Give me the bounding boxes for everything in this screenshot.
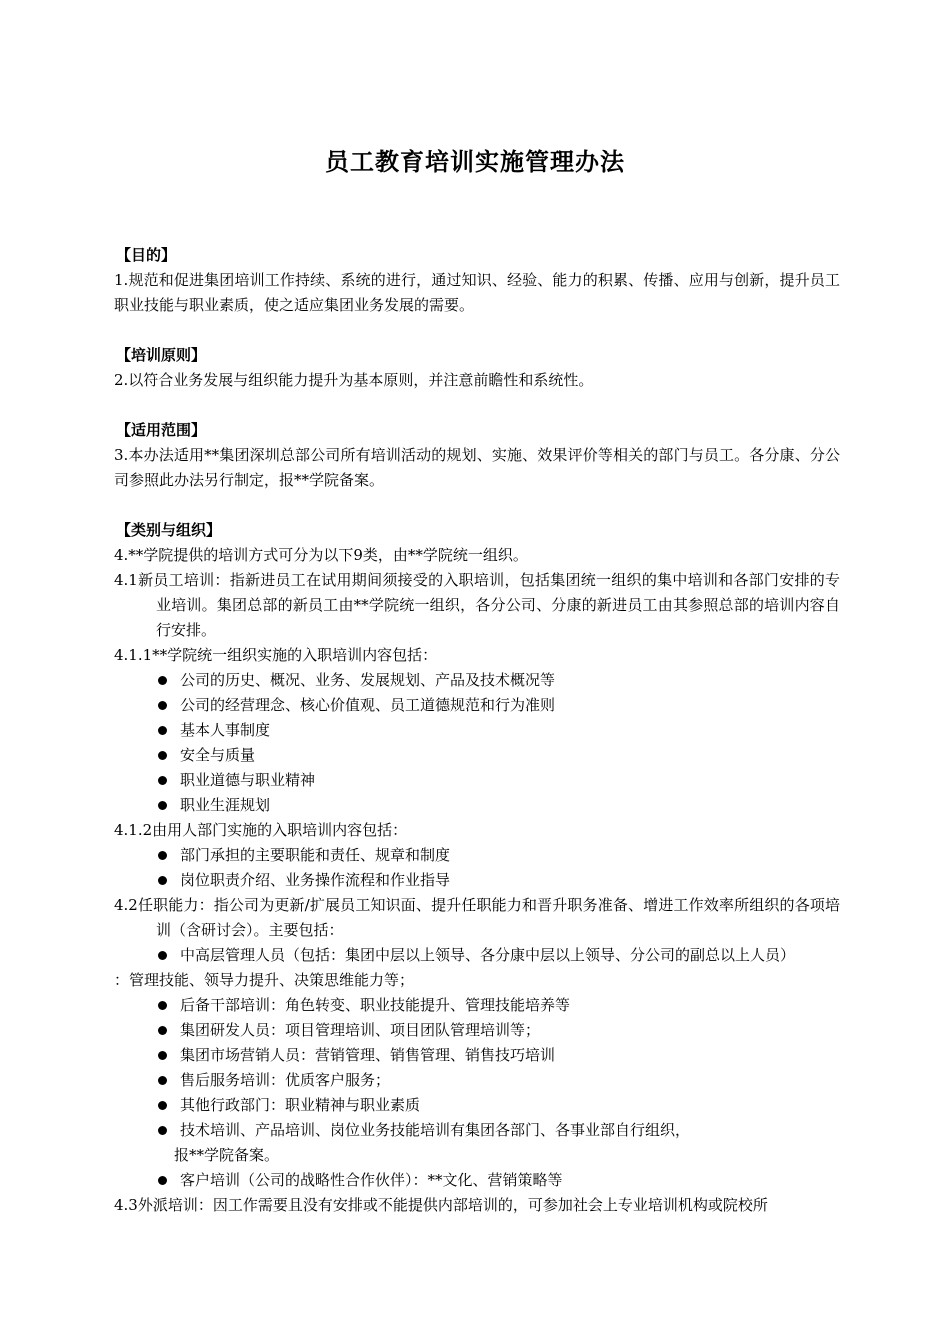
list-item: 公司的经营理念、核心价值观、员工道德规范和行为准则 [114,693,840,718]
list-item: 售后服务培训：优质客户服务； [114,1068,840,1093]
list-item: 客户培训（公司的战略性合作伙伴）：**文化、营销策略等 [114,1168,840,1193]
bullet-icon [158,1076,167,1085]
paragraph-4: 4.**学院提供的培训方式可分为以下9类，由**学院统一组织。 [114,546,528,564]
bullet-icon [158,801,167,810]
paragraph-4-1-2: 4.1.2由用人部门实施的入职培训内容包括： [114,821,408,839]
list-item: 职业生涯规划 [114,793,840,818]
list-item: 后备干部培训：角色转变、职业技能提升、管理技能培养等 [114,993,840,1018]
list-item-continuation: ：管理技能、领导力提升、决策思维能力等； [114,971,415,989]
list-item: 其他行政部门：职业精神与职业素质 [114,1093,840,1118]
paragraph-4-1: 4.1新员工培训：指新进员工在试用期间须接受的入职培训，包括集团统一组织的集中培训和各部门安排的专业培训。集团总部的新员工由**学院统一组织，各分公司、分康的新进员工由其参照总部的培训内容自行安排。 [114,571,840,639]
paragraph-4-3: 4.3外派培训：因工作需要且没有安排或不能提供内部培训的，可参加社会上专业培训机构或院校所 [114,1196,768,1214]
bullet-icon [158,876,167,885]
bullet-icon [158,1126,167,1135]
list-item: 岗位职责介绍、业务操作流程和作业指导 [114,868,840,893]
section-heading-categories: 【类别与组织】 [116,521,222,539]
bullet-icon [158,776,167,785]
list-item: 安全与质量 [114,743,840,768]
paragraph-4-1-1: 4.1.1**学院统一组织实施的入职培训内容包括： [114,646,438,664]
bullet-icon [158,726,167,735]
bullet-icon [158,676,167,685]
list-item: 集团研发人员：项目管理培训、项目团队管理培训等； [114,1018,840,1043]
list-item: 技术培训、产品培训、岗位业务技能培训有集团各部门、各事业部自行组织， [114,1118,840,1143]
bullet-icon [158,851,167,860]
paragraph-4-2: 4.2任职能力：指公司为更新/扩展员工知识面、提升任职能力和晋升职务准备、增进工作效率所组织的各项培训（含研讨会）。主要包括： [114,896,840,939]
document-title: 员工教育培训实施管理办法 [325,148,625,176]
bullet-icon [158,701,167,710]
list-item-continuation: 报**学院备案。 [174,1146,280,1164]
bullet-icon [158,951,167,960]
list-item: 集团市场营销人员：营销管理、销售管理、销售技巧培训 [114,1043,840,1068]
list-item: 职业道德与职业精神 [114,768,840,793]
list-4-1-1 [114,668,840,818]
list-4-1-2 [114,843,840,893]
list-item: 中高层管理人员（包括：集团中层以上领导、各分康中层以上领导、分公司的副总以上人员） [114,943,840,968]
paragraph-1: 1.规范和促进集团培训工作持续、系统的进行，通过知识、经验、能力的积累、传播、应用与创新，提升员工职业技能与职业素质，使之适应集团业务发展的需要。 [114,271,840,314]
paragraph-2: 2.以符合业务发展与组织能力提升为基本原则，并注意前瞻性和系统性。 [114,371,594,389]
list-4-2 [114,943,840,1193]
list-item: 基本人事制度 [114,718,840,743]
section-heading-scope: 【适用范围】 [116,421,207,439]
bullet-icon [158,751,167,760]
document-body [114,243,840,1218]
paragraph-3: 3.本办法适用**集团深圳总部公司所有培训活动的规划、实施、效果评价等相关的部门与员工。各分康、分公司参照此办法另行制定，报**学院备案。 [114,446,840,489]
section-heading-purpose: 【目的】 [116,246,177,264]
bullet-icon [158,1026,167,1035]
bullet-icon [158,1051,167,1060]
list-item: 公司的历史、概况、业务、发展规划、产品及技术概况等 [114,668,840,693]
bullet-icon [158,1001,167,1010]
list-item: 部门承担的主要职能和责任、规章和制度 [114,843,840,868]
bullet-icon [158,1101,167,1110]
bullet-icon [158,1176,167,1185]
section-heading-principle: 【培训原则】 [116,346,207,364]
